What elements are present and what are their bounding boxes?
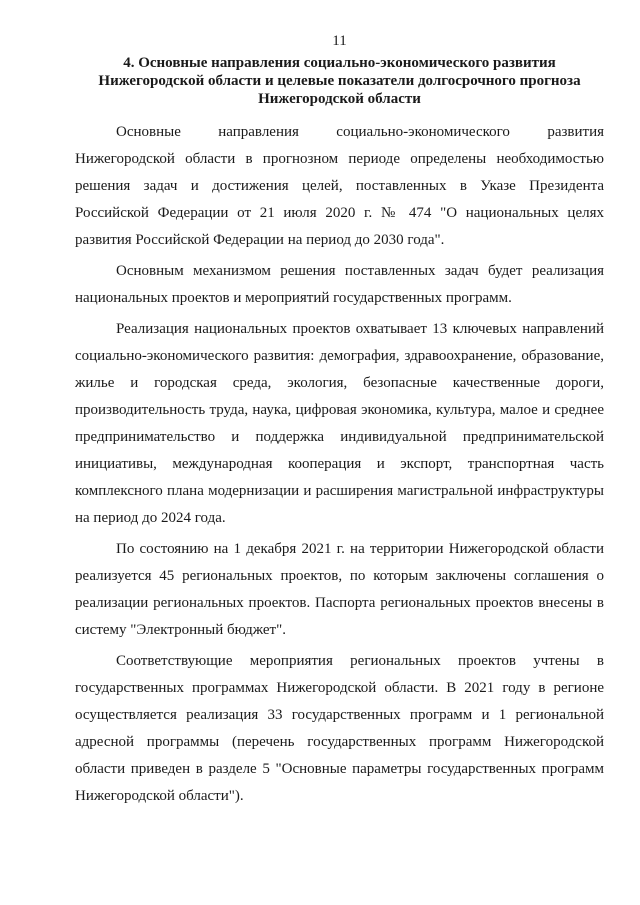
paragraph-state-programs: Соответствующие мероприятия региональных проектов учтены в государственных программах Нижегородской области. В 2021 году в регионе осуществляется реализация 33 государственных программ и 1 региональной адресной программы (перечень государственных программ Нижегородской области приведен в разделе 5 "Основные параметры государственных программ Нижегородской области"). — [75, 653, 604, 804]
paragraph-national-goals: Основные направления социально-экономического развития Нижегородской области в прогнозном периоде определены необходимостью решения задач и достижения целей, поставленных в Указе Президента Российской Федерации от 21 июля 2020 г. № 474 "О национальных целях развития Российской Федерации на период до 2030 года". — [75, 124, 604, 248]
section-heading-line-1: 4. Основные направления социально-экономического развития — [123, 55, 556, 71]
section-heading — [75, 54, 604, 108]
document-page — [75, 32, 604, 814]
section-heading-line-2: Нижегородской области и целевые показатели долгосрочного прогноза — [98, 73, 581, 89]
section-heading-line-3: Нижегородской области — [258, 91, 421, 107]
page-number: 11 — [332, 33, 347, 49]
paragraph-regional-projects: По состоянию на 1 декабря 2021 г. на территории Нижегородской области реализуется 45 региональных проектов, по которым заключены соглашения о реализации региональных проектов. Паспорта региональных проектов внесены в систему "Электронный бюджет". — [75, 541, 604, 638]
paragraph-main-mechanism: Основным механизмом решения поставленных задач будет реализация национальных проектов и мероприятий государственных программ. — [75, 263, 604, 306]
paragraph-national-projects: Реализация национальных проектов охватывает 13 ключевых направлений социально-экономического развития: демография, здравоохранение, образование, жилье и городская среда, экология, безопасные качественные дороги, производительность труда, наука, цифровая экономика, культура, малое и среднее предпринимательство и поддержка индивидуальной предпринимательской инициативы, международная кооперация и экспорт, транспортная часть комплексного плана модернизации и расширения магистральной инфраструктуры на период до 2024 года. — [75, 321, 604, 526]
